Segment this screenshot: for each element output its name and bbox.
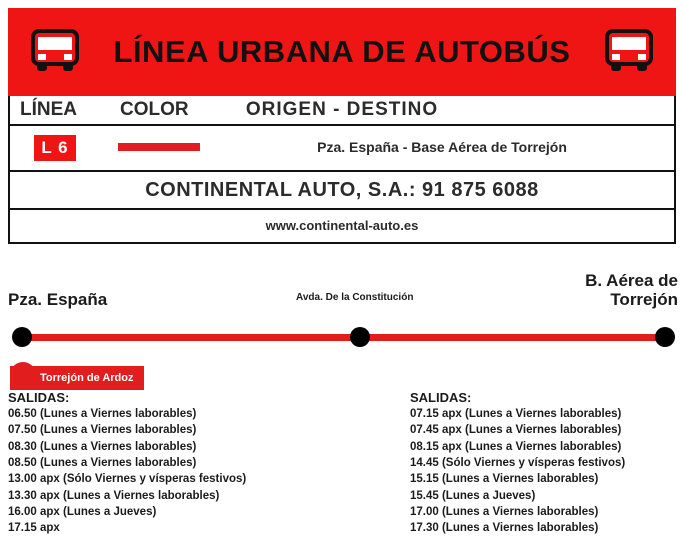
stop-label-intermediate: Avda. De la Constitución (296, 292, 414, 303)
departure-item: 07.50 (Lunes a Viernes laborables) (8, 424, 197, 437)
departures-title: SALIDAS: (410, 390, 472, 405)
stop-label-origin: Pza. España (8, 290, 108, 309)
table-row (10, 126, 674, 172)
departures-title: SALIDAS: (8, 390, 70, 405)
info-table (8, 96, 676, 244)
terminus-badge: Torrejón de Ardoz (10, 366, 144, 390)
column-header-linea: LÍNEA (20, 99, 77, 120)
origen-destino-value: Pza. España - Base Aérea de Torrejón (317, 139, 567, 155)
column-header-origen-destino: ORIGEN - DESTINO (245, 99, 439, 120)
table-header-row (10, 96, 674, 126)
departure-item: 07.45 apx (Lunes a Viernes laborables) (410, 424, 622, 437)
departure-item: 16.00 apx (Lunes a Jueves) (8, 505, 157, 518)
departure-item: 15.15 (Lunes a Viernes laborables) (410, 473, 599, 486)
stop-label-destination: B. Aérea de Torrejón (585, 271, 678, 309)
operator-website-row (10, 210, 674, 240)
bus-icon (602, 25, 656, 79)
departure-item: 13.00 apx (Sólo Viernes y vísperas festivos) (8, 473, 247, 486)
departures-column-outbound (8, 390, 408, 537)
departure-item: 15.45 (Lunes a Jueves) (410, 489, 536, 502)
route-diagram (0, 258, 684, 388)
departure-item: 08.30 (Lunes a Viernes laborables) (8, 440, 197, 453)
departure-item: 17.15 apx (8, 522, 60, 535)
departure-item: 08.15 apx (Lunes a Viernes laborables) (410, 440, 622, 453)
departure-item: 14.45 (Sólo Viernes y vísperas festivos) (410, 456, 626, 469)
departure-item: 17.30 (Lunes a Viernes laborables) (410, 522, 599, 535)
bus-icon (28, 25, 82, 79)
operator-phone: CONTINENTAL AUTO, S.A.: 91 875 6088 (145, 178, 539, 201)
departure-item: 17.00 (Lunes a Viernes laborables) (410, 505, 599, 518)
departure-item: 07.15 apx (Lunes a Viernes laborables) (410, 408, 622, 420)
departure-item: 13.30 apx (Lunes a Viernes laborables) (8, 489, 220, 502)
column-header-color: COLOR (120, 99, 189, 120)
operator-phone-row (10, 172, 674, 210)
route-line (18, 334, 666, 341)
departures-column-return (410, 390, 682, 537)
departure-item: 06.50 (Lunes a Viernes laborables) (8, 408, 197, 420)
line-color-swatch (118, 143, 200, 151)
operator-website: www.continental-auto.es (265, 217, 419, 233)
stop-dot (350, 327, 370, 347)
stop-dot (12, 327, 32, 347)
header-band (8, 8, 676, 96)
stop-dot (655, 327, 675, 347)
departure-item: 08.50 (Lunes a Viernes laborables) (8, 456, 197, 469)
departures-section (0, 390, 684, 553)
page-title: LÍNEA URBANA DE AUTOBÚS (113, 34, 571, 69)
line-badge: L 6 (34, 135, 76, 161)
